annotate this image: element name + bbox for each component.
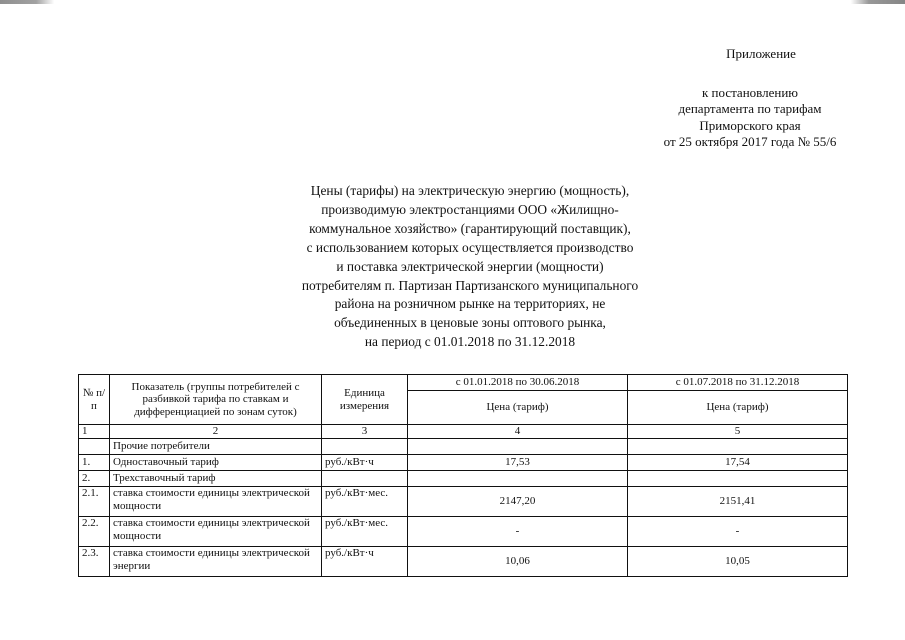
tariff-table xyxy=(78,374,848,577)
heading-line: Цены (тарифы) на электрическую энергию (мощность), xyxy=(310,183,630,198)
row-name: ставка стоимости единицы электрической мощности xyxy=(110,517,322,547)
table-row xyxy=(79,455,848,471)
row-name: ставка стоимости единицы электрической энергии xyxy=(110,547,322,577)
column-number: 3 xyxy=(322,425,408,439)
row-value-period-2: 17,54 xyxy=(628,455,848,471)
row-num: 1. xyxy=(79,455,110,471)
empty-cell xyxy=(408,439,628,455)
table-row xyxy=(79,487,848,517)
heading-line: на период с 01.01.2018 по 31.12.2018 xyxy=(364,334,576,350)
document-heading xyxy=(260,182,680,352)
header-row xyxy=(79,375,848,391)
column-number: 1 xyxy=(79,425,110,439)
row-unit: руб./кВт·мес. xyxy=(322,487,408,517)
row-num: 2. xyxy=(79,471,110,487)
row-name: Трехставочный тариф xyxy=(110,471,322,487)
group-label: Прочие потребители xyxy=(110,439,322,455)
empty-cell xyxy=(628,439,848,455)
heading-line: объединенных в ценовые зоны оптового рынка, xyxy=(334,315,606,331)
empty-cell xyxy=(79,439,110,455)
heading-line: и поставка электрической энергии (мощности) xyxy=(336,258,604,274)
heading-line: производимую электростанциями ООО «Жилищно- xyxy=(321,201,619,217)
row-unit: руб./кВт·ч xyxy=(322,547,408,577)
header-unit: Единица измерения xyxy=(322,375,408,425)
row-unit: руб./кВт·ч xyxy=(322,455,408,471)
annex-line: к постановлению xyxy=(701,84,799,100)
column-number: 2 xyxy=(110,425,322,439)
row-value-period-1: 2147,20 xyxy=(408,487,628,517)
empty-cell xyxy=(322,439,408,455)
table-row xyxy=(79,517,848,547)
column-number-row xyxy=(79,425,848,439)
row-name: ставка стоимости единицы электрической мощности xyxy=(110,487,322,517)
header-period-2: с 01.07.2018 по 31.12.2018 xyxy=(628,375,848,391)
row-value-period-2: - xyxy=(628,517,848,547)
row-name: Одноставочный тариф xyxy=(110,455,322,471)
row-num: 2.3. xyxy=(79,547,110,577)
scan-edge-artifact xyxy=(0,0,905,4)
annex-line: департамента по тарифам xyxy=(678,101,822,117)
row-value-period-1: 17,53 xyxy=(408,455,628,471)
row-value-period-2 xyxy=(628,471,848,487)
row-value-period-1: 10,06 xyxy=(408,547,628,577)
heading-line: коммунальное хозяйство» (гарантирующий поставщик), xyxy=(309,220,631,236)
row-value-period-2: 10,05 xyxy=(628,547,848,577)
row-value-period-1: - xyxy=(408,517,628,547)
column-number: 4 xyxy=(408,425,628,439)
header-indicator: Показатель (группы потребителей с разбивкой тарифа по ставкам и дифференциацией по зонам суток) xyxy=(110,375,322,425)
header-price-2: Цена (тариф) xyxy=(628,391,848,425)
group-row xyxy=(79,439,848,455)
heading-line: потребителям п. Партизан Партизанского муниципального xyxy=(301,277,639,293)
annex-line: от 25 октября 2017 года № 55/6 xyxy=(663,134,837,150)
row-value-period-1 xyxy=(408,471,628,487)
annex-line: Приморского края xyxy=(699,117,801,133)
row-unit xyxy=(322,471,408,487)
row-value-period-2: 2151,41 xyxy=(628,487,848,517)
row-unit: руб./кВт·мес. xyxy=(322,517,408,547)
heading-line: с использованием которых осуществляется производство xyxy=(306,239,634,255)
row-num: 2.1. xyxy=(79,487,110,517)
table-row xyxy=(79,547,848,577)
header-price-1: Цена (тариф) xyxy=(408,391,628,425)
header-num: № п/п xyxy=(79,375,110,425)
header-period-1: с 01.01.2018 по 30.06.2018 xyxy=(408,375,628,391)
annex-block xyxy=(620,46,880,151)
column-number: 5 xyxy=(628,425,848,439)
annex-title: Приложение xyxy=(726,46,796,61)
heading-line: района на розничном рынке на территориях, не xyxy=(334,296,606,312)
table-row xyxy=(79,471,848,487)
row-num: 2.2. xyxy=(79,517,110,547)
